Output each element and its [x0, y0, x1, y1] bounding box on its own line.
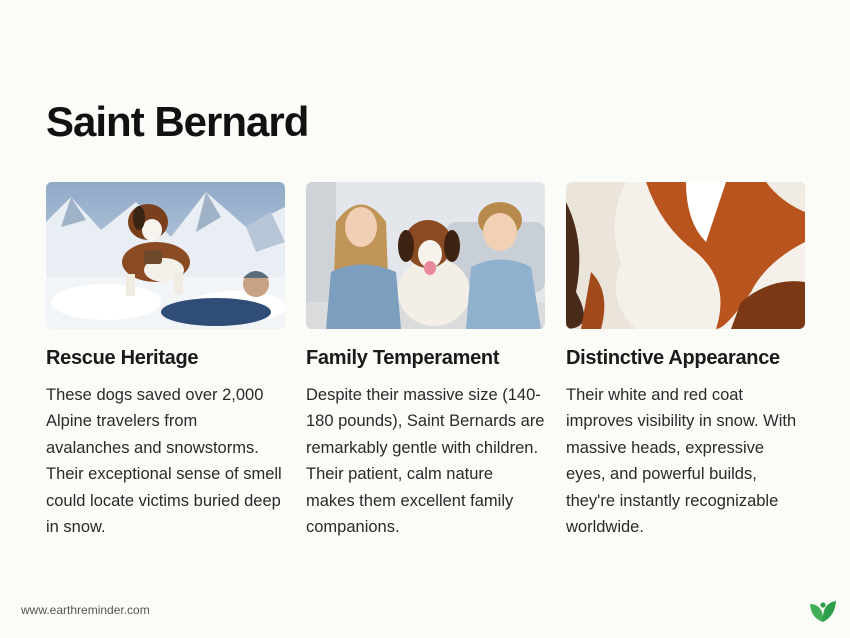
page-title: Saint Bernard — [46, 98, 309, 145]
card-title: Rescue Heritage — [46, 347, 199, 369]
card-rescue-heritage — [46, 182, 285, 540]
card-title: Family Temperament — [306, 347, 500, 369]
leaf-icon — [809, 598, 837, 624]
children-with-puppy-photo — [306, 182, 545, 329]
card-description: These dogs saved over 2,000 Alpine travelers from avalanches and snowstorms. Their exceptional sense of smell could locate victims buried deep in snow. — [46, 386, 282, 537]
card-distinctive-appearance — [566, 182, 805, 540]
card-description: Their white and red coat improves visibility in snow. With massive heads, expressive eyes, and powerful builds, they're instantly recognizable worldwide. — [566, 386, 797, 537]
card-description: Despite their massive size (140-180 pounds), Saint Bernards are remarkably gentle with children. Their patient, calm nature makes them excellent family companions. — [306, 386, 545, 537]
card-grid — [46, 182, 805, 540]
card-title: Distinctive Appearance — [566, 347, 780, 369]
rescue-dog-in-snow-photo — [46, 182, 285, 329]
card-family-temperament — [306, 182, 545, 540]
fur-closeup-photo — [566, 182, 805, 329]
footer-url[interactable]: www.earthreminder.com — [21, 603, 150, 617]
